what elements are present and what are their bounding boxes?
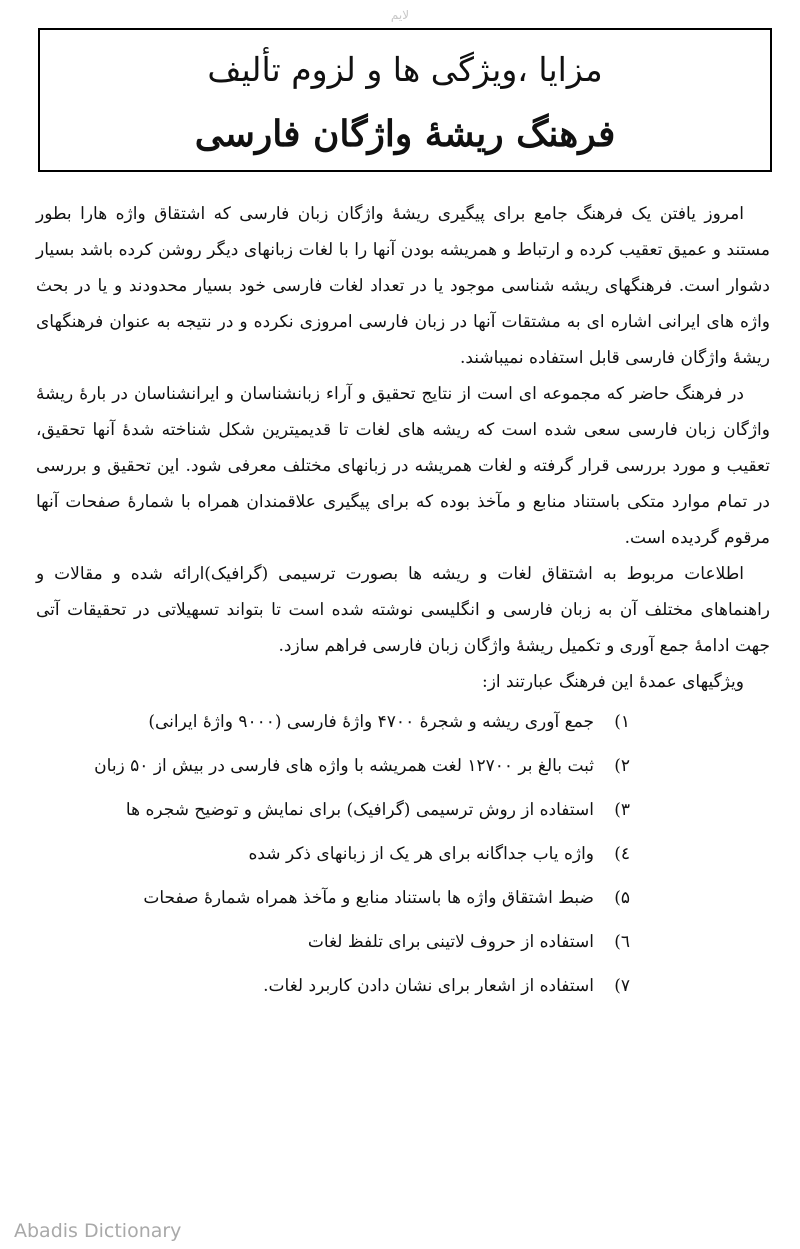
features-list bbox=[36, 700, 770, 1008]
list-item-number: ۱) bbox=[614, 712, 630, 732]
page-title-line-2: فرهنگ ریشهٔ واژگان فارسی bbox=[194, 113, 616, 155]
paragraph: امروز یافتن یک فرهنگ جامع برای پیگیری ریشهٔ واژگان زبان فارسی که اشتقاق واژه هارا بطور مستند و عمیق تعقیب کرده و ارتباط و همریشه بودن آنها را با لغات زبانهای دیگر روشن کرده باشد بسیار دشوار است. فرهنگهای ریشه شناسی موجود یا در تعداد لغات فارسی خود بسیار محدودند و یا در بحث واژه های ایرانی اشاره ای به مشتقات آنها در زبان فارسی امروزی نکرده و در نتیجه به عنوان فرهنگهای ریشهٔ واژگان فارسی قابل استفاده نمیباشند. bbox=[36, 204, 770, 368]
list-item-number: ۷) bbox=[614, 976, 630, 996]
list-item bbox=[36, 788, 770, 832]
list-item bbox=[36, 744, 770, 788]
paragraph: اطلاعات مربوط به اشتقاق لغات و ریشه ها بصورت ترسیمی (گرافیک)ارائه شده و مقالات و راهنماهای مختلف آن به زبان فارسی و انگلیسی نوشته شده است تا بتواند تسهیلاتی در تحقیقات آتی جهت ادامهٔ جمع آوری و تکمیل ریشهٔ واژگان زبان فارسی فراهم سازد. bbox=[36, 564, 770, 656]
list-item-text: ضبط اشتقاق واژه ها باستناد منابع و مآخذ همراه شمارهٔ صفحات bbox=[143, 888, 594, 908]
features-intro: ویژگیهای عمدهٔ این فرهنگ عبارتند از: bbox=[481, 672, 744, 692]
footer-brand-watermark: Abadis Dictionary bbox=[14, 1220, 182, 1242]
list-item-number: ٦) bbox=[614, 932, 630, 952]
list-item-number: ٤) bbox=[614, 844, 630, 864]
list-item bbox=[36, 700, 770, 744]
page-title-line-1: مزایا ،ویژگی ها و لزوم تألیف bbox=[207, 50, 603, 89]
list-item-text: واژه یاب جداگانه برای هر یک از زبانهای ذکر شده bbox=[248, 844, 594, 864]
top-label: لایم bbox=[390, 8, 410, 22]
list-item-text: استفاده از حروف لاتینی برای تلفظ لغات bbox=[307, 932, 594, 952]
list-item-text: ثبت بالغ بر ۱۲۷۰۰ لغت همریشه با واژه های فارسی در بیش از ۵۰ زبان bbox=[94, 756, 594, 776]
paragraph: در فرهنگ حاضر که مجموعه ای است از نتایج تحقیق و آراء زبانشناسان و ایرانشناسان در بارهٔ ریشهٔ واژگان زبان فارسی سعی شده است که ریشه های لغات تا قدیمیترین شکل شناخته شدهٔ آنها تحقیق، تعقیب و مورد بررسی قرار گرفته و لغات همریشه در زبانهای مختلف معرفی شود. این تحقیق و بررسی در تمام موارد متکی باستناد منابع و مآخذ بوده که برای پیگیری علاقمندان همراه با شمارهٔ صفحات آنها مرقوم گردیده است. bbox=[36, 384, 770, 548]
list-item bbox=[36, 876, 770, 920]
list-item-text: استفاده از اشعار برای نشان دادن کاربرد لغات. bbox=[263, 976, 594, 996]
list-item bbox=[36, 964, 770, 1008]
document-body bbox=[36, 196, 770, 1008]
list-item bbox=[36, 832, 770, 876]
list-item bbox=[36, 920, 770, 964]
title-box bbox=[38, 28, 772, 172]
list-item-text: جمع آوری ریشه و شجرهٔ ۴۷۰۰ واژهٔ فارسی (۹۰۰۰ واژهٔ ایرانی) bbox=[148, 712, 594, 732]
list-item-text: استفاده از روش ترسیمی (گرافیک) برای نمایش و توضیح شجره ها bbox=[125, 800, 594, 820]
list-item-number: ۵) bbox=[614, 888, 630, 908]
list-item-number: ۳) bbox=[614, 800, 630, 820]
list-item-number: ۲) bbox=[614, 756, 630, 776]
